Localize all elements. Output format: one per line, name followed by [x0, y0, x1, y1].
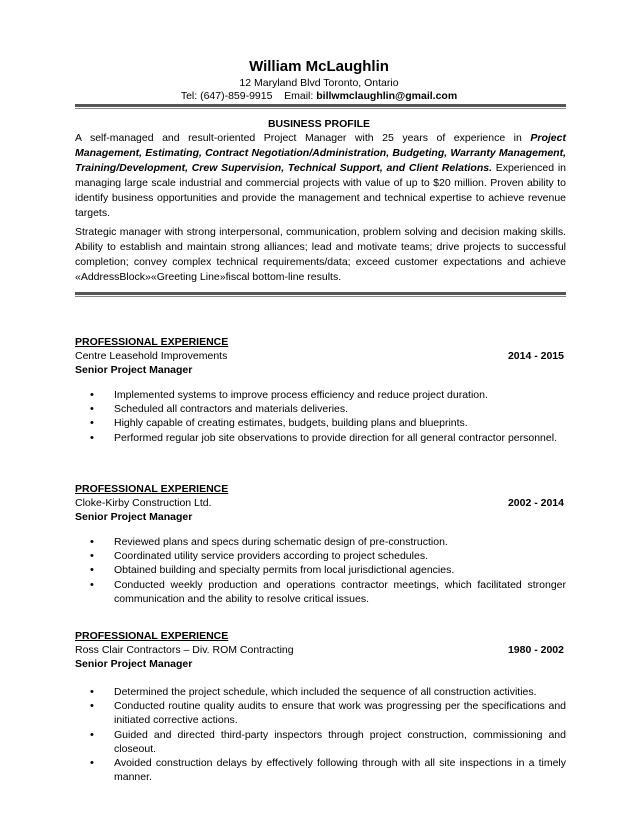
- duties-list-3: [75, 685, 566, 784]
- experience-heading-1: PROFESSIONAL EXPERIENCE: [75, 336, 229, 348]
- company-name-1: Centre Leasehold Improvements: [75, 350, 228, 362]
- profile-divider: [75, 292, 566, 295]
- profile-divider-thin: [75, 296, 566, 297]
- email-label: Email:: [284, 90, 314, 102]
- list-item: • Avoided construction delays by effectively following through with all site inspections in a timely manner.: [75, 756, 566, 784]
- list-item: • Reviewed plans and specs during schematic design of pre-construction.: [75, 535, 566, 549]
- job-title-2: Senior Project Manager: [75, 511, 193, 523]
- list-item: • Highly capable of creating estimates, budgets, building plans and blueprints.: [75, 416, 566, 430]
- employment-years-1: 2014 - 2015: [507, 350, 564, 362]
- profile-rest: Experienced in managing large scale industrial and commercial projects with value of up to $20 million. Proven ability to identify business opportunities and provide the management and technical expertise to achieve revenue targets.: [75, 162, 566, 219]
- list-item: • Guided and directed third-party inspectors through project construction, commissioning and closeout.: [75, 728, 566, 756]
- duties-list-2: [75, 535, 566, 606]
- job-title-3: Senior Project Manager: [75, 658, 193, 670]
- company-name-3: Ross Clair Contractors – Div. ROM Contracting: [75, 644, 294, 656]
- business-profile-title: BUSINESS PROFILE: [267, 118, 371, 130]
- email-address: billwmclaughlin@gmail.com: [316, 90, 458, 102]
- candidate-name: William McLaughlin: [249, 58, 389, 75]
- experience-heading-3: PROFESSIONAL EXPERIENCE: [75, 630, 229, 642]
- company-name-2: Cloke-Kirby Construction Ltd.: [75, 497, 212, 509]
- list-item: • Implemented systems to improve process efficiency and reduce project duration.: [75, 388, 566, 402]
- list-item: • Performed regular job site observations to provide direction for all general contractor personnel.: [75, 431, 566, 445]
- list-item: • Scheduled all contractors and materials deliveries.: [75, 402, 566, 416]
- profile-intro: A self-managed and result-oriented Project Manager with 25 years of experience in: [75, 132, 522, 144]
- duties-list-1: [75, 388, 566, 445]
- profile-paragraph-1: [75, 131, 566, 221]
- header-divider: [75, 104, 566, 107]
- list-item: • Coordinated utility service providers according to project schedules.: [75, 549, 566, 563]
- contact-line: [0, 90, 638, 102]
- employment-years-2: 2002 - 2014: [507, 497, 564, 509]
- employment-years-3: 1980 - 2002: [507, 644, 564, 656]
- phone-text: Tel: (647)-859-9915: [180, 90, 273, 102]
- list-item: • Conducted routine quality audits to ensure that work was progressing per the specifications and initiated corrective actions.: [75, 699, 566, 727]
- list-item: • Conducted weekly production and operations contractor meetings, which facilitated stronger communication and the ability to resolve critical issues.: [75, 578, 566, 606]
- profile-paragraph-2: Strategic manager with strong interpersonal, communication, problem solving and decision making skills. Ability to establish and maintain strong alliances; lead and motivate teams; drive projects to successful completion; convey complex technical requirements/data; exceed customer expectations and achieve «AddressBlock»«Greeting Line»fiscal bottom-line results.: [75, 226, 566, 283]
- profile-skills: Project Management, Estimating, Contract Negotiation/Administration, Budgeting, Warranty Management, Training/Development, Crew Supervision, Technical Support, and Client Relations.: [75, 132, 566, 174]
- job-title-1: Senior Project Manager: [75, 364, 193, 376]
- list-item: • Obtained building and specialty permits from local jurisdictional agencies.: [75, 563, 566, 577]
- header-divider-thin: [75, 108, 566, 109]
- candidate-address: 12 Maryland Blvd Toronto, Ontario: [239, 77, 399, 89]
- experience-heading-2: PROFESSIONAL EXPERIENCE: [75, 483, 229, 495]
- list-item: • Determined the project schedule, which included the sequence of all construction activities.: [75, 685, 566, 699]
